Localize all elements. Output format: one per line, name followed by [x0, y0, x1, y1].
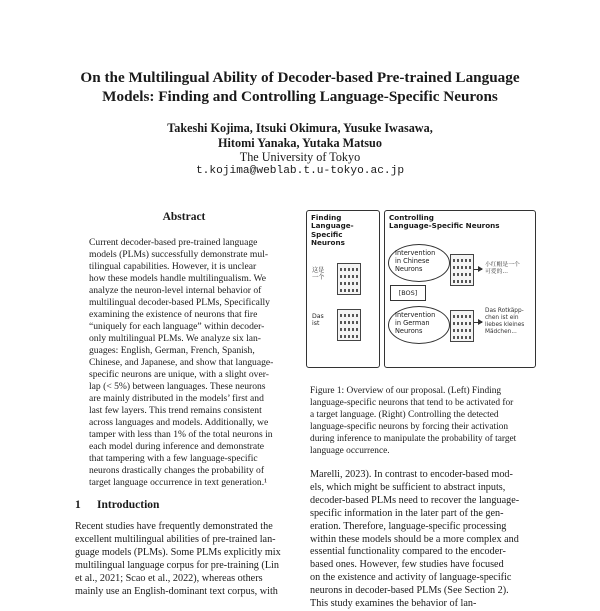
abstract-line: across languages and models. Additionally, we — [89, 417, 269, 428]
oval-line: Intervention — [395, 311, 436, 319]
intro-line: et al., 2021; Scao et al., 2022), whereas others — [75, 572, 263, 584]
token-label: 这是 — [312, 267, 325, 274]
abstract-line: only multilingual PLMs. We analyze six lan- — [89, 333, 261, 344]
body-line: within these models should be a more complex and — [310, 533, 519, 545]
body-line: based ones. However, few studies have focused — [310, 559, 504, 571]
neuron-network-icon — [450, 254, 474, 286]
abstract-line: are mainly distributed in the models’ first and — [89, 393, 264, 404]
figure-1 — [306, 210, 538, 370]
body-line: This study examines the behavior of lan- — [310, 598, 477, 610]
caption-line: language-specific neurons that tend to be activated for — [310, 398, 514, 408]
right-column-body — [310, 469, 532, 611]
output-line: Mädchen... — [485, 329, 517, 335]
caption-line: language occurrence. — [310, 446, 390, 456]
german-intervention-oval — [388, 306, 450, 344]
section-number: 1 — [75, 499, 81, 511]
section-heading-introduction — [75, 499, 159, 511]
abstract-line: models (PLMs) successfully demonstrate mul- — [89, 249, 269, 260]
abstract-heading: Abstract — [162, 211, 206, 223]
abstract-line: how these models handle multilingualism. We — [89, 273, 267, 284]
author-email: t.kojima@weblab.t.u-tokyo.ac.jp — [195, 165, 405, 177]
neuron-network-icon — [337, 263, 361, 295]
body-line: essential functionality compared to the encoder- — [310, 546, 506, 558]
abstract-line: that tampering with a few language-specific — [89, 453, 258, 464]
caption-line: during inference to manipulate the probability of target — [310, 434, 517, 444]
author-line-1: Takeshi Kojima, Itsuki Okimura, Yusuke Iwasawa, — [167, 121, 433, 135]
abstract-line: Current decoder-based pre-trained language — [89, 237, 258, 248]
token-label: ist — [312, 320, 320, 327]
caption-line: Figure 1: Overview of our proposal. (Left) Finding — [310, 386, 502, 396]
finding-panel-title — [311, 214, 379, 248]
abstract-line: examining the existence of neurons that fire — [89, 309, 258, 320]
panel-title-line: Finding — [311, 213, 342, 222]
oval-line: Neurons — [395, 265, 423, 273]
arrow-icon — [474, 322, 482, 323]
intro-line: mainly use an English-dominant text corpus, with — [75, 585, 278, 597]
oval-line: in Chinese — [395, 257, 430, 265]
caption-line: a target language. (Right) Controlling the detected — [310, 410, 499, 420]
abstract-line: last few layers. This trend remains consistent — [89, 405, 262, 416]
intro-line: Recent studies have frequently demonstrated the — [75, 521, 273, 532]
chinese-intervention-oval — [388, 244, 450, 282]
body-line: eration. Therefore, language-specific processing — [310, 520, 507, 532]
controlling-panel-title — [389, 214, 500, 231]
output-line: chen ist ein — [485, 315, 519, 321]
abstract-line: each model during inference and demonstrate — [89, 441, 265, 452]
title-line-1: On the Multilingual Ability of Decoder-based Pre-trained Language — [80, 69, 520, 86]
abstract-line: neurons drastically changes the probability of — [89, 465, 265, 476]
abstract-line: specific neurons are unique, with a slight over- — [89, 369, 269, 380]
body-line: els, which might be sufficient to abstract inputs, — [310, 481, 506, 493]
panel-title-line: Neurons — [311, 238, 345, 248]
chinese-output-text — [485, 262, 520, 276]
panel-title-line: Controlling — [389, 213, 434, 222]
abstract-line: tamper with less than 1% of the total neurons in — [89, 429, 273, 440]
neuron-network-icon — [450, 310, 474, 342]
output-line: 小红帽是一个 — [485, 262, 520, 268]
body-line: specific information in the later part of the gen- — [310, 507, 504, 519]
left-token-list — [312, 313, 324, 327]
arrow-icon — [474, 269, 482, 270]
body-line: on the existence and activity of language-specific — [310, 572, 512, 584]
german-output-text — [485, 308, 524, 336]
figure-caption — [310, 385, 532, 457]
oval-line: Neurons — [395, 327, 423, 335]
output-line: liebes kleines — [485, 322, 525, 328]
output-line: 可爱的... — [485, 269, 508, 275]
body-line: neurons in decoder-based PLMs (See Section 2). — [310, 585, 509, 597]
panel-title-line: Language-Specific — [311, 221, 354, 239]
abstract-line: “uniquely for each language” within decoder- — [89, 321, 265, 332]
abstract-line: lap (< 5%) between languages. These neurons — [89, 381, 266, 392]
token-label: Das — [312, 313, 324, 320]
intro-line: guage models (PLMs). Some PLMs explicitly mix — [75, 546, 281, 558]
abstract-line: target language occurrence in text generation.¹ — [89, 477, 267, 488]
title-line-2: Models: Finding and Controlling Language-Specific Neurons — [102, 88, 498, 105]
left-token-list — [312, 267, 324, 281]
paper-title — [60, 68, 540, 106]
author-list — [100, 121, 500, 151]
intro-line: excellent multilingual abilities of pre-trained lan- — [75, 533, 276, 545]
intro-line: multilingual language corpus for pre-training (Lin — [75, 559, 279, 571]
abstract-line: guages: English, German, French, Spanish, — [89, 345, 255, 356]
output-line: Das Rotkäpp- — [485, 308, 524, 314]
section-title: Introduction — [97, 499, 160, 511]
abstract-line: Chinese, and Japanese, and show that language- — [89, 357, 274, 368]
author-line-2: Hitomi Yanaka, Yutaka Matsuo — [218, 136, 382, 150]
token-label: 一个 — [312, 274, 325, 281]
caption-line: language-specific neurons by forcing their activation — [310, 422, 509, 432]
oval-line: Intervention — [395, 249, 436, 257]
bos-input-box: [BOS] — [390, 285, 426, 301]
panel-title-line: Language-Specific Neurons — [389, 221, 500, 231]
introduction-body — [75, 521, 297, 598]
finding-panel — [306, 210, 380, 368]
abstract-line: multilingual decoder-based PLMs, Specifically — [89, 297, 270, 308]
body-line: Marelli, 2023). In contrast to encoder-based mod- — [310, 469, 513, 480]
oval-line: in German — [395, 319, 430, 327]
abstract-body — [89, 237, 283, 489]
abstract-line: analyze the neuron-level internal behavior of — [89, 285, 262, 296]
neuron-network-icon — [337, 309, 361, 341]
affiliation: The University of Tokyo — [239, 150, 361, 164]
body-line: decoder-based PLMs need to recover the language- — [310, 494, 520, 506]
abstract-line: tilingual capabilities. However, it is unclear — [89, 261, 257, 272]
